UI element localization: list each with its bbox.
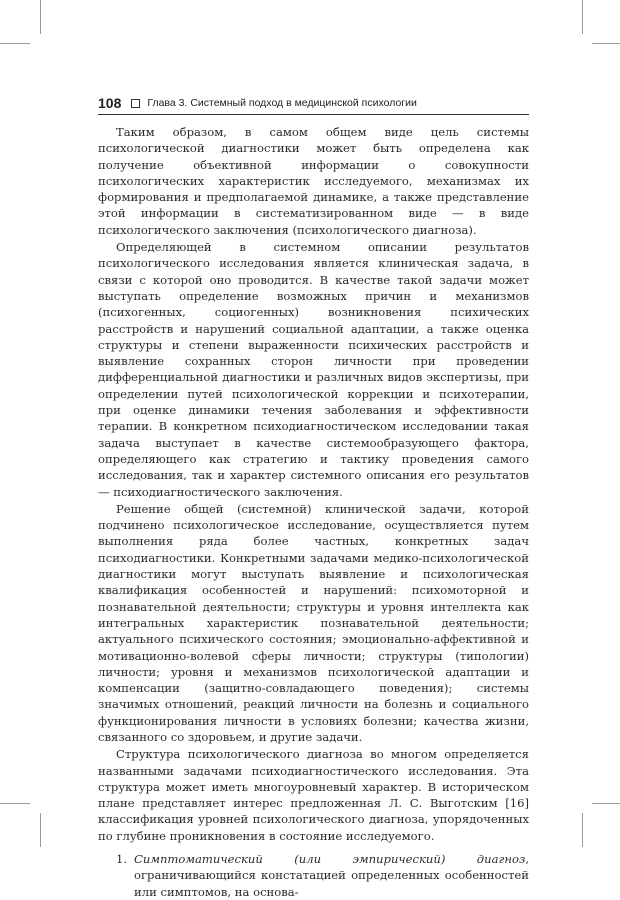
crop-mark: [592, 43, 620, 44]
list-item-body: [134, 851, 529, 900]
paragraph: Определяющей в системном описании результатов психологического исследования является клиническая задача, в связи с которой оно проводится. В качестве такой задачи может выступать определение возможных причин и механизмов (психогенных, социогенных) возникновения психических расстройств и нарушений социальной адаптации, а также оценка структуры и степени выраженности психических расстройств и выявление сохранных сторон личности при проведении дифференциальной диагностики и различных видов экспертизы, при определении путей психологической коррекции и психотерапии, при оценке динамики течения заболевания и эффективности терапии. В конкретном психодиагностическом исследовании такая задача выступает в качестве системообразующего фактора, определяющего как стратегию и тактику проведения самого исследования, так и характер системного описания его результатов — психодиагностического заключения.: [98, 240, 529, 499]
crop-mark: [592, 803, 620, 804]
crop-mark: [0, 43, 30, 44]
list-item: [98, 851, 529, 900]
square-bullet-icon: [131, 99, 140, 108]
crop-mark: [0, 803, 30, 804]
running-title: Глава 3. Системный подход в медицинской психологии: [147, 97, 417, 109]
paragraph: Структура психологического диагноза во многом определяется названными задачами психодиагностического исследования. Эта структура может иметь многоуровневый характер. В историческом плане представляет интерес предложенная Л. С. Выготским [16] классификация уровней психологического диагноза, упорядоченных по глубине проникновения в состояние исследуемого.: [98, 747, 529, 843]
crop-mark: [582, 0, 583, 34]
paragraph: Решение общей (системной) клинической задачи, которой подчинено психологическое исследование, осуществляется путем выполнения ряда более частных, конкретных задач психодиагностики. Конкретными задачами медико-психологической диагностики могут выступать выявление и психологическая квалификация особенностей и нарушений: психомоторной и познавательной деятельности; структуры и уровня интеллекта как интегральных характеристик познавательной деятельности; актуального психического состояния; эмоционально-аффективной и мотивационно-волевой сферы личности; структуры (типологии) личности; уровня и механизмов психологической адаптации и компенсации (защитно-совладающего поведения); системы значимых отношений, реакций личности на болезнь и социального функционирования личности в условиях болезни; качества жизни, связанного со здоровьем, и другие задачи.: [98, 501, 529, 744]
header-rule: [98, 114, 529, 115]
crop-mark: [40, 813, 41, 847]
paragraph: Таким образом, в самом общем виде цель системы психологической диагностики может быть определена как получение объективной информации о совокупности психологических характеристик исследуемого, механизмах их формирования и предполагаемой динамике, а также представление этой информации в систематизированном виде — в виде психологического заключения (психологического диагноза).: [98, 125, 529, 237]
list-item-text: , ограничивающийся констатацией определенных особенностей или симптомов, на основа-: [134, 852, 529, 899]
list-number: 1.: [116, 852, 128, 867]
list-item-term: Симптоматический (или эмпирический) диагноз: [134, 852, 526, 867]
crop-mark: [40, 0, 41, 34]
running-header: [98, 94, 528, 112]
crop-mark: [582, 813, 583, 847]
page-number: 108: [98, 95, 122, 111]
page-body: [98, 124, 529, 900]
